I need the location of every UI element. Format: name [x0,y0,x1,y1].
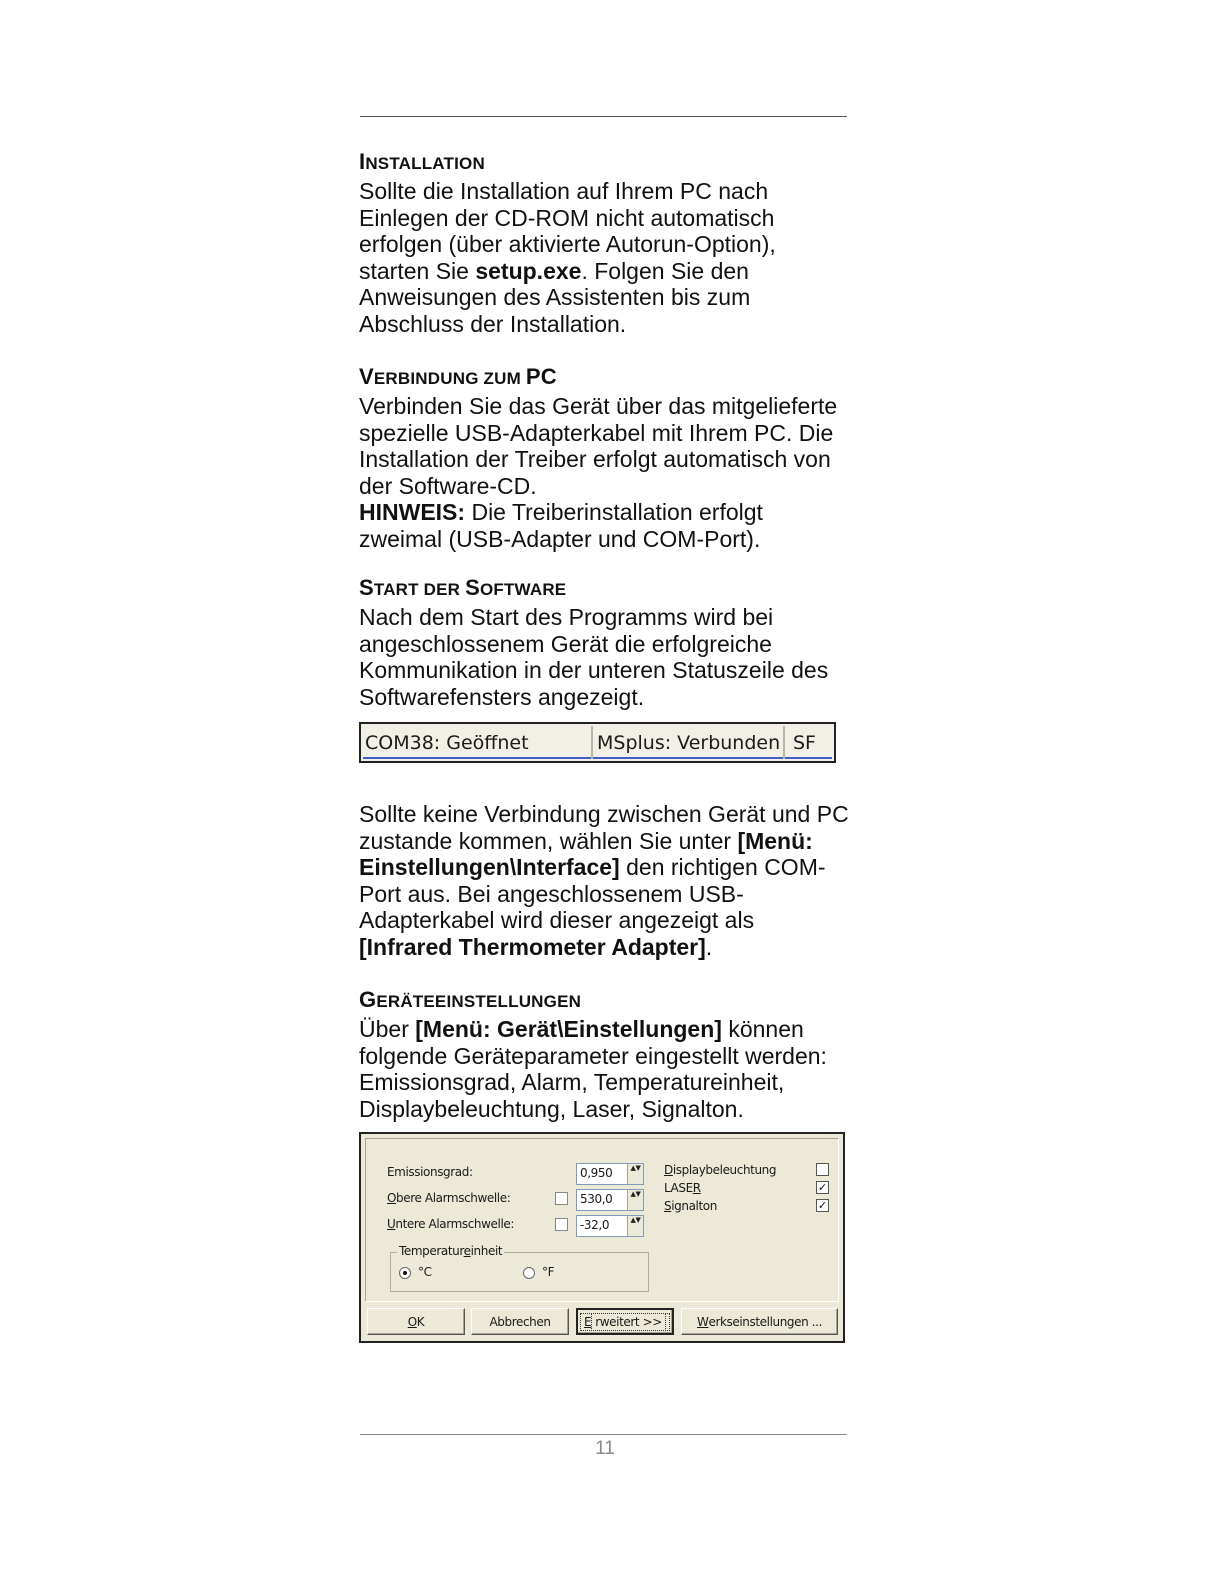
paragraph-installation: Sollte die Installation auf Ihrem PC nach Einlegen der CD-ROM nicht automatisch erfolgen (über aktivierte Autorun-Option), starten Sie setup.exe. Folgen Sie den Anweisungen des Assistenten bis zum Abschluss der Installation. [359,178,776,337]
device-settings-dialog [359,1132,845,1343]
statusbar-screenshot [359,722,836,763]
spin-arrows-icon[interactable]: ▲▼ [627,1164,643,1184]
upper-alarm-input[interactable]: 530,0 ▲▼ [576,1189,644,1211]
display-light-label: Displaybeleuchtung [664,1163,777,1177]
paragraph-start: Nach dem Start des Programms wird bei angeschlossenem Gerät die erfolgreiche Kommunikation in der unteren Statuszeile des Softwarefensters angezeigt. [359,604,829,710]
temperature-unit-title: Temperatureinheit [399,1244,503,1258]
dialog-panel [365,1138,839,1302]
cancel-button[interactable]: Abbrechen [471,1308,569,1335]
paragraph-connection-help: Sollte keine Verbindung zwischen Gerät und PC zustande kommen, wählen Sie unter [Menü: Einstellungen\Interface] den richtigen COM-Port aus. Bei angeschlossenem USB-Adapterkabel wird dieser angezeigt als [Infrared Thermometer Adapter]. [359,801,849,960]
advanced-button[interactable]: E rweitert >> [576,1308,674,1335]
paragraph-hinweis: HINWEIS: Die Treiberinstallation erfolgt zweimal (USB-Adapter und COM-Port). [359,499,763,552]
fahrenheit-label: °F [542,1265,555,1279]
lower-alarm-input[interactable]: -32,0 ▲▼ [576,1215,644,1237]
emission-label: Emissionsgrad: [387,1165,473,1179]
status-msplus: MSplus: Verbunden [593,726,785,759]
emission-input[interactable]: 0,950 ▲▼ [576,1163,644,1185]
paragraph-verbindung: Verbinden Sie das Gerät über das mitgelieferte spezielle USB-Adapterkabel mit Ihrem PC. Die Installation der Treiber erfolgt automatisch von der Software-CD. [359,393,838,499]
page-content [359,148,851,1343]
lower-alarm-label: Untere Alarmschwelle: [387,1217,515,1231]
spin-arrows-icon[interactable]: ▲▼ [627,1216,643,1236]
bottom-rule [360,1434,847,1435]
temperature-unit-group [390,1244,649,1292]
factory-settings-button[interactable]: W erkseinstellungen ... [681,1308,838,1335]
spin-arrows-icon[interactable]: ▲▼ [627,1190,643,1210]
lower-alarm-checkbox[interactable] [555,1218,568,1231]
status-com-port: COM38: Geöffnet [363,726,593,759]
upper-alarm-label: Obere Alarmschwelle: [387,1191,511,1205]
ok-button[interactable]: O K [367,1308,465,1335]
display-light-checkbox[interactable] [816,1163,829,1176]
top-rule [360,116,847,117]
laser-checkbox[interactable]: ✓ [817,1181,828,1194]
heading-geraeteeinstellungen: GERÄTEEINSTELLUNGEN [359,987,582,1012]
upper-alarm-checkbox[interactable] [555,1192,568,1205]
laser-label: LASER [664,1181,701,1195]
heading-start-software: START DER SOFTWARE [359,575,567,600]
fahrenheit-radio[interactable] [523,1267,535,1279]
page-number: 11 [595,1438,615,1459]
status-sf: SF [785,726,832,759]
heading-verbindung: VERBINDUNG ZUM PC [359,364,557,389]
setup-exe: setup.exe [475,257,582,284]
celsius-radio[interactable] [399,1267,411,1279]
heading-installation: INSTALLATION [359,149,485,174]
signal-label: Signalton [664,1199,717,1213]
celsius-label: °C [418,1265,432,1279]
paragraph-geraeteeinstellungen: Über [Menü: Gerät\Einstellungen] können folgende Geräteparameter eingestellt werden: Emissionsgrad, Alarm, Temperatureinheit, Displaybeleuchtung, Laser, Signalton. [359,1016,827,1122]
signal-checkbox[interactable]: ✓ [817,1199,828,1212]
